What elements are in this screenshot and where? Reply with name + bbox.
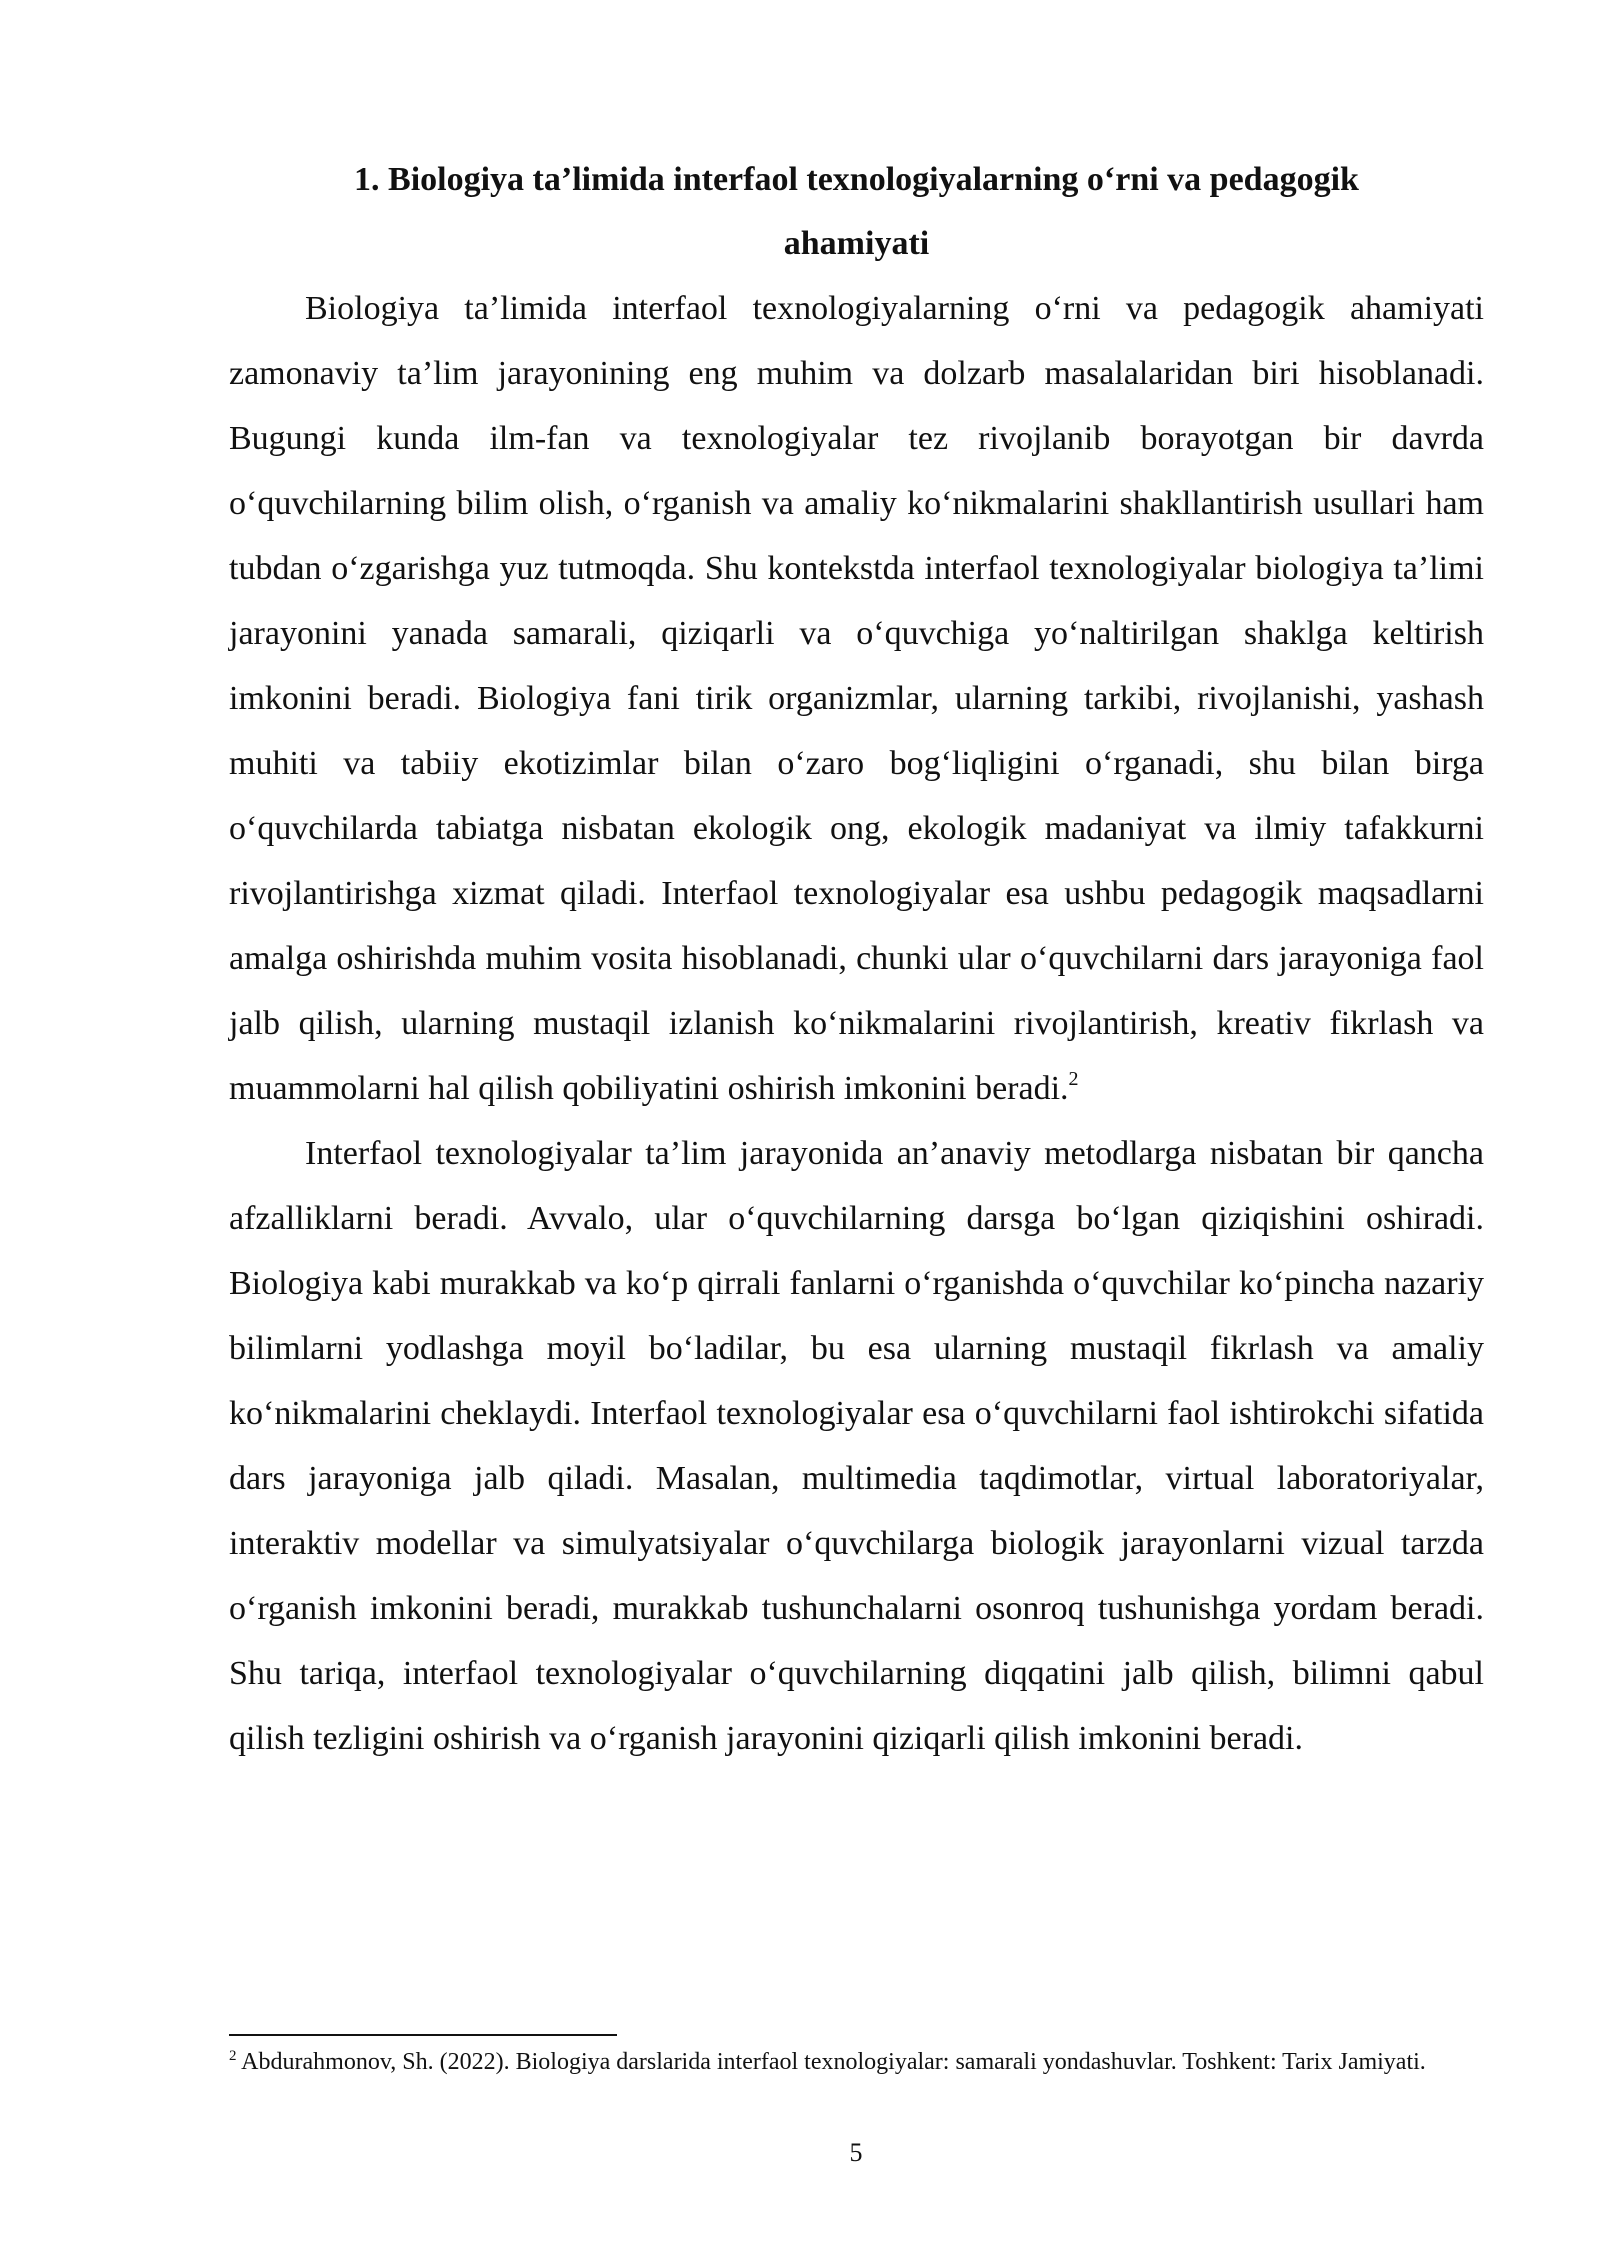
paragraph-1-text: Biologiya ta’limida interfaol texnologiyalarning o‘rni va pedagogik ahamiyati zamonaviy ta’lim jarayonining eng muhim va dolzarb masalalaridan biri hisoblanadi. Bugungi kunda ilm-fan va texnologiyalar tez rivojlanib borayotgan bir davrda o‘quvchilarning bilim olish, o‘rganish va amaliy ko‘nikmalarini shakllantirish usullari ham tubdan o‘zgarishga yuz tutmoqda. Shu kontekstda interfaol texnologiyalar biologiya ta’limi jarayonini yanada samarali, qiziqarli va o‘quvchiga yo‘naltirilgan shaklga keltirish imkonini beradi. Biologiya fani tirik organizmlar, ularning tarkibi, rivojlanishi, yashash muhiti va tabiiy ekotizimlar bilan o‘zaro bog‘liqligini o‘rganadi, shu bilan birga o‘quvchilarda tabiatga nisbatan ekologik ong, ekologik madaniyat va ilmiy tafakkurni rivojlantirishga xizmat qiladi. Interfaol texnologiyalar esa ushbu pedagogik maqsadlarni amalga oshirishda muhim vosita hisoblanadi, chunki ular o‘quvchilarni dars jarayoniga faol jalb qilish, ularning mustaqil izlanish ko‘nikmalarini rivojlantirish, kreativ fikrlash va muammolarni hal qilish qobiliyatini oshirish imkonini beradi. — [229, 290, 1484, 1107]
footnote-number: 2 — [229, 2048, 237, 2064]
section-heading — [229, 148, 1484, 276]
section-heading-line-1: 1. Biologiya ta’limida interfaol texnologiyalarning o‘rni va pedagogik — [354, 161, 1359, 198]
paragraph-1 — [229, 276, 1484, 1121]
page-number: 5 — [849, 2138, 863, 2167]
footnote-text: Abdurahmonov, Sh. (2022). Biologiya darslarida interfaol texnologiyalar: samarali yondashuvlar. Toshkent: Tarix Jamiyati. — [236, 2049, 1426, 2075]
paragraph-2 — [229, 1121, 1484, 1771]
footnote — [229, 2046, 1484, 2078]
paragraph-2-text: Interfaol texnologiyalar ta’lim jarayonida an’anaviy metodlarga nisbatan bir qancha afzalliklarni beradi. Avvalo, ular o‘quvchilarning darsga bo‘lgan qiziqishini oshiradi. Biologiya kabi murakkab va ko‘p qirrali fanlarni o‘rganishda o‘quvchilar ko‘pincha nazariy bilimlarni yodlashga moyil bo‘ladilar, bu esa ularning mustaqil fikrlash va amaliy ko‘nikmalarini cheklaydi. Interfaol texnologiyalar esa o‘quvchilarni faol ishtirokchi sifatida dars jarayoniga jalb qiladi. Masalan, multimedia taqdimotlar, virtual laboratoriyalar, interaktiv modellar va simulyatsiyalar o‘quvchilarga biologik jarayonlarni vizual tarzda o‘rganish imkonini beradi, murakkab tushunchalarni osonroq tushunishga yordam beradi. Shu tariqa, interfaol texnologiyalar o‘quvchilarning diqqatini jalb qilish, bilimni qabul qilish tezligini oshirish va o‘rganish jarayonini qiziqarli qilish imkonini beradi. — [229, 1135, 1484, 1757]
main-content — [229, 148, 1484, 1771]
section-heading-line-2: ahamiyati — [783, 225, 930, 262]
footnote-reference[interactable]: 2 — [1068, 1068, 1079, 1090]
footnote-separator — [229, 2034, 617, 2036]
